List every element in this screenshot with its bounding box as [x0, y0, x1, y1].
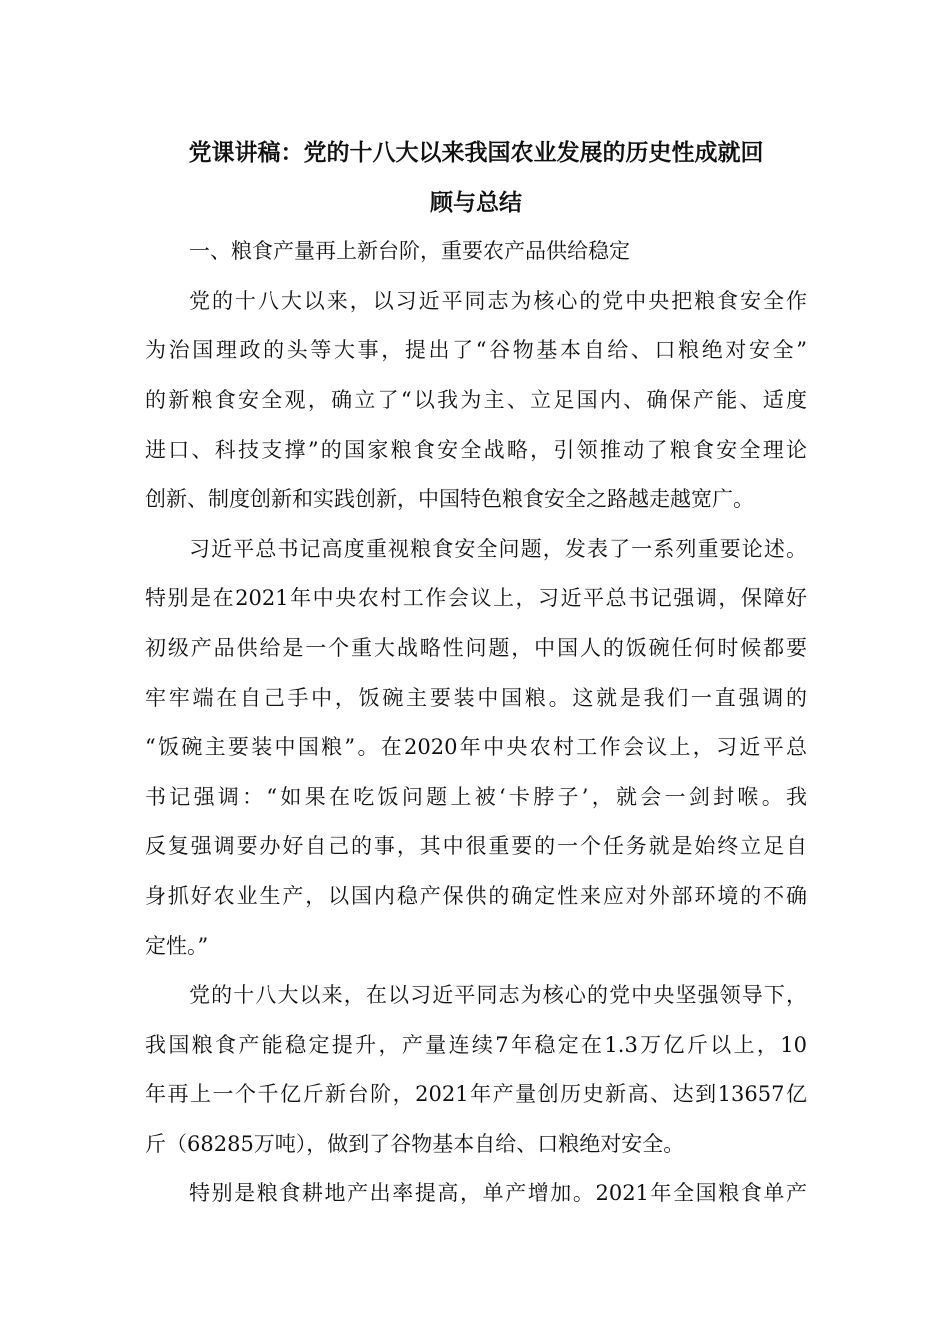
document-title-line: 顾与总结	[430, 188, 522, 216]
paragraph-line: 定性。”	[145, 933, 209, 958]
section-heading: 一、粮食产量再上新台阶，重要农产品供给稳定	[189, 239, 630, 264]
paragraph-line: 党的十八大以来，以习近平同志为核心的党中央把粮食安全作	[189, 288, 807, 313]
paragraph	[145, 1169, 807, 1219]
paragraph-line: 特别是在2021年中央农村工作会议上，习近平总书记强调，保障好	[145, 586, 807, 611]
document-page	[145, 128, 807, 1219]
paragraph-line: 书记强调：“如果在吃饭问题上被‘卡脖子’，就会一剑封喉。我	[145, 784, 807, 809]
paragraph-line: 牢牢端在自己手中，饭碗主要装中国粮。这就是我们一直强调的	[145, 685, 807, 710]
paragraph-line: 党的十八大以来，在以习近平同志为核心的党中央坚强领导下，	[189, 983, 807, 1008]
paragraph	[145, 971, 807, 1169]
paragraph-line: 初级产品供给是一个重大战略性问题，中国人的饭碗任何时候都要	[145, 635, 807, 660]
document-title-line: 党课讲稿：党的十八大以来我国农业发展的历史性成就回	[188, 139, 764, 166]
paragraph-line: 斤（68285万吨），做到了谷物基本自给、口粮绝对安全。	[145, 1131, 685, 1156]
paragraph-line: 创新、制度创新和实践创新，中国特色粮食安全之路越走越宽广。	[145, 487, 754, 512]
paragraph	[145, 277, 807, 525]
paragraph-line: 我国粮食产能稳定提升，产量连续7年稳定在1.3万亿斤以上，10	[145, 1032, 807, 1057]
paragraph-line: 身抓好农业生产，以国内稳产保供的确定性来应对外部环境的不确	[145, 883, 807, 908]
paragraph-line: 习近平总书记高度重视粮食安全问题，发表了一系列重要论述。	[189, 536, 807, 561]
paragraph-line: 特别是粮食耕地产出率提高，单产增加。2021年全国粮食单产	[189, 1181, 807, 1206]
paragraph-line: 进口、科技支撑”的国家粮食安全战略，引领推动了粮食安全理论	[145, 437, 807, 462]
paragraph-line: 的新粮食安全观，确立了“以我为主、立足国内、确保产能、适度	[145, 387, 807, 412]
paragraph-line: 年再上一个千亿斤新台阶，2021年产量创历史新高、达到13657亿	[145, 1082, 807, 1107]
paragraph	[145, 525, 807, 971]
paragraph-line: 反复强调要办好自己的事，其中很重要的一个任务就是始终立足自	[145, 834, 807, 859]
paragraph-line: “饭碗主要装中国粮”。在2020年中央农村工作会议上，习近平总	[145, 735, 807, 760]
paragraph-line: 为治国理政的头等大事，提出了“谷物基本自给、口粮绝对安全”	[145, 338, 807, 363]
